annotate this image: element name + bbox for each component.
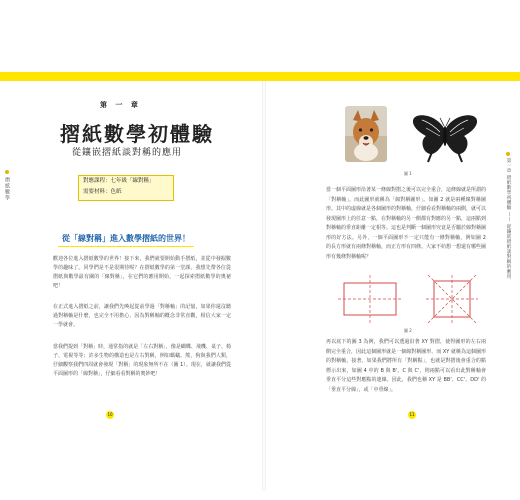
material-line: 需要材料：色紙 xyxy=(83,189,122,195)
right-paragraph-2: 再以底下的圖 3 為例，我們可以透過沿著 XY 對摺，使得圖形的左右兩側完全重合，因此這個圖形就是一個線對稱圖形，而 XY 就稱為這個圖形的對稱軸。接著，如果我們將所有「對稱點」，也就是對摺後會重合的點標示出來，如圖 4 中的 B 與 B'、C 與 C'，則兩點可以看出此對稱軸會垂直平分這些對應點的連線。因此，我們也稱 XY 是 BB'、CC'、DD' 的「垂直平分線」，或「中垂線」。 xyxy=(326,339,486,393)
course-info-box xyxy=(78,175,174,201)
page-number-right: 11 xyxy=(409,412,415,417)
side-marker-dot xyxy=(5,170,9,174)
body-paragraph-2: 在正式進入摺紙之前，讓我們先喚起從前學過「對稱軸」的記憶，如果你還沒聽過對稱軸是什麼，也完全不用擔心，因為對稱軸的概念非常直觀，相信大家一定一學就會。 xyxy=(53,304,231,328)
chapter-title: 摺紙數學初體驗 xyxy=(60,122,214,146)
book-gutter xyxy=(262,81,266,491)
rectangle-axes-diagram xyxy=(338,275,402,323)
running-head-dot xyxy=(506,152,510,156)
right-paragraph-1: 當一個平面圖形沿著某一條線對摺之後可以完全重合，這條線就是所謂的「對稱軸」，而此圖形就稱為「線對稱圖形」。如圖 2 就是兩種線對稱圖形。其中的虛線就是各個圖形的對稱軸，仔細看看對稱軸的兩側，就可以發現圖形上的任意一點，在對稱軸的另一側都有對應的另一點，這兩點到對稱軸的垂直距離一定相等。這也是判斷一個圖形究竟是否屬於線對稱圖形的好方法。另外，一個平面圖形不一定只能有一條對稱軸，例如圖 2 的長方形就有兩條對稱軸，而正方形有四條。大家不妨想一想還有哪些圖形有幾條對稱軸呢？ xyxy=(326,187,487,260)
figure-2-caption: 圖 2 xyxy=(404,328,412,333)
square-axes-diagram xyxy=(420,275,484,323)
dog-photo xyxy=(345,106,387,162)
section-heading: 從「線對稱」進入數學摺紙的世界！ xyxy=(58,231,194,247)
page-number-left: 10 xyxy=(107,412,113,417)
body-paragraph-3: 當我們提到「對稱」時，通常指的就是「左右對稱」，像是蝴蝶、飛機、桌子、椅子、電視等等；許多生物的構造也是左右對稱，例如螞蟻、熊，狗與我們人類，仔細觀察我們四周就會發現「對稱」的現象無所不在（圖 1）。現在，就讓我們從平面圖形的「線對稱」，仔細看看對稱的奧妙吧！ xyxy=(53,344,231,377)
side-section-label: 摺紙數學 xyxy=(4,177,10,201)
yellow-top-band xyxy=(0,72,520,81)
chapter-label: 第 一 章 xyxy=(100,101,141,109)
figure-1-caption: 圖 1 xyxy=(404,171,412,176)
running-head: 第一章 摺紙數學初體驗 —— 從鑲嵌摺紙談對稱的應用 xyxy=(506,158,511,279)
chapter-subtitle: 從鑲嵌摺紙談對稱的應用 xyxy=(72,148,183,158)
course-line: 對應課程：七年級「線對稱」 xyxy=(83,178,155,184)
butterfly-image xyxy=(410,112,480,164)
body-paragraph-1: 歡迎各位進入摺紙數學的世界！接下來，我們就要開始動手摺紙，並從中發掘數學的趣味了。同學們是不是很期待呢？在摺紙數學的第一堂課，我想先帶各位從摺紙與數學最有關的「線對稱」，在它們的應用開始，一起探索摺紙數學的奧祕吧！ xyxy=(53,256,231,289)
